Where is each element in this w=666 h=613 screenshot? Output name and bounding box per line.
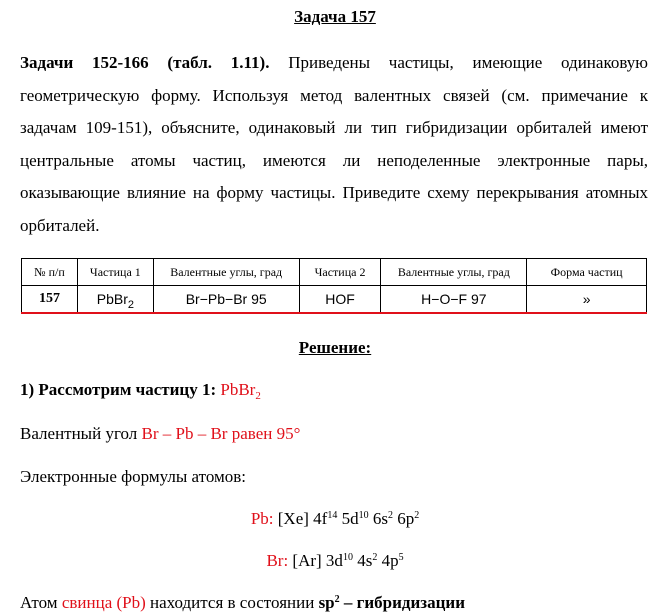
valence-angle-line [20,424,300,444]
cell-angle-1: Br−Pb−Br 95 [153,286,299,314]
pb-e3: 2 [387,510,393,521]
solution-heading: Решение: [298,338,372,357]
step-1-label: 1) Рассмотрим частицу 1: [20,380,221,399]
task-table [21,258,647,314]
hyb-sp-sup: 2 [334,594,340,605]
cell-shape: » [527,286,647,314]
header-num: № п/п [22,259,78,286]
hyb-lead: свинца (Pb) [61,593,146,612]
valence-angle-prefix: Валентный угол [20,424,142,443]
header-angles-1: Валентные углы, град [153,259,299,286]
hyb-tail: – гибридизации [339,593,466,612]
hybridization-line [20,593,465,613]
br-electron-formula [20,551,650,571]
task-statement-text: Приведены частицы, имеющие одинаковую геометрическую форму. Используя метод валентных связей (см. примечание к задачам 109-151), объясните, одинаковый ли тип гибридизации орбиталей имеют центральные атомы частиц, имеются ли неподеленные электронные пары, оказывающие влияние на форму частицы. Приведите схему перекрывания атомных орбиталей. [20,53,648,235]
br-t2: 4s [352,551,373,570]
step-1-formula-sub: 2 [255,390,261,402]
hyb-t1: Атом [20,593,62,612]
step-1-formula-base: PbBr [220,380,256,399]
pb-t4: 6p [392,509,415,528]
pb-e1: 14 [327,510,338,521]
pb-t3: 6s [368,509,388,528]
header-shape: Форма частиц [527,259,647,286]
pb-symbol: Pb: [250,509,274,528]
step-1-formula [220,380,261,402]
header-angles-2: Валентные углы, град [381,259,527,286]
task-table-header-row [22,259,647,286]
pb-core: [Xe] 4f [273,509,328,528]
task-title: Задача 157 [294,7,376,26]
task-table-row [22,286,647,314]
cell-particle-1-sub: 2 [127,299,134,311]
cell-particle-1 [77,286,153,314]
br-core: [Ar] 3d [288,551,343,570]
br-e3: 5 [398,552,404,563]
br-t3: 4p [377,551,399,570]
task-statement-bold: Задачи 152-166 (табл. 1.11). [20,53,270,72]
hyb-t2: находится в состоянии [145,593,319,612]
pb-e4: 2 [414,510,420,521]
cell-num: 157 [22,286,78,314]
header-particle-2: Частица 2 [299,259,381,286]
pb-e2: 10 [358,510,369,521]
valence-angle-value: Br – Pb – Br равен 95° [141,424,301,443]
header-particle-1: Частица 1 [77,259,153,286]
br-symbol: Br: [266,551,289,570]
cell-particle-2: HOF [299,286,381,314]
br-e2: 2 [372,552,378,563]
br-e1: 10 [342,552,353,563]
step-1-heading [20,380,261,400]
cell-particle-1-base: PbBr [96,291,128,307]
cell-angle-2: H−O−F 97 [381,286,527,314]
hyb-sp: sp [318,593,335,612]
task-statement [20,47,648,242]
pb-t2: 5d [337,509,359,528]
electron-formulas-label: Электронные формулы атомов: [20,467,247,486]
pb-electron-formula [20,509,650,529]
